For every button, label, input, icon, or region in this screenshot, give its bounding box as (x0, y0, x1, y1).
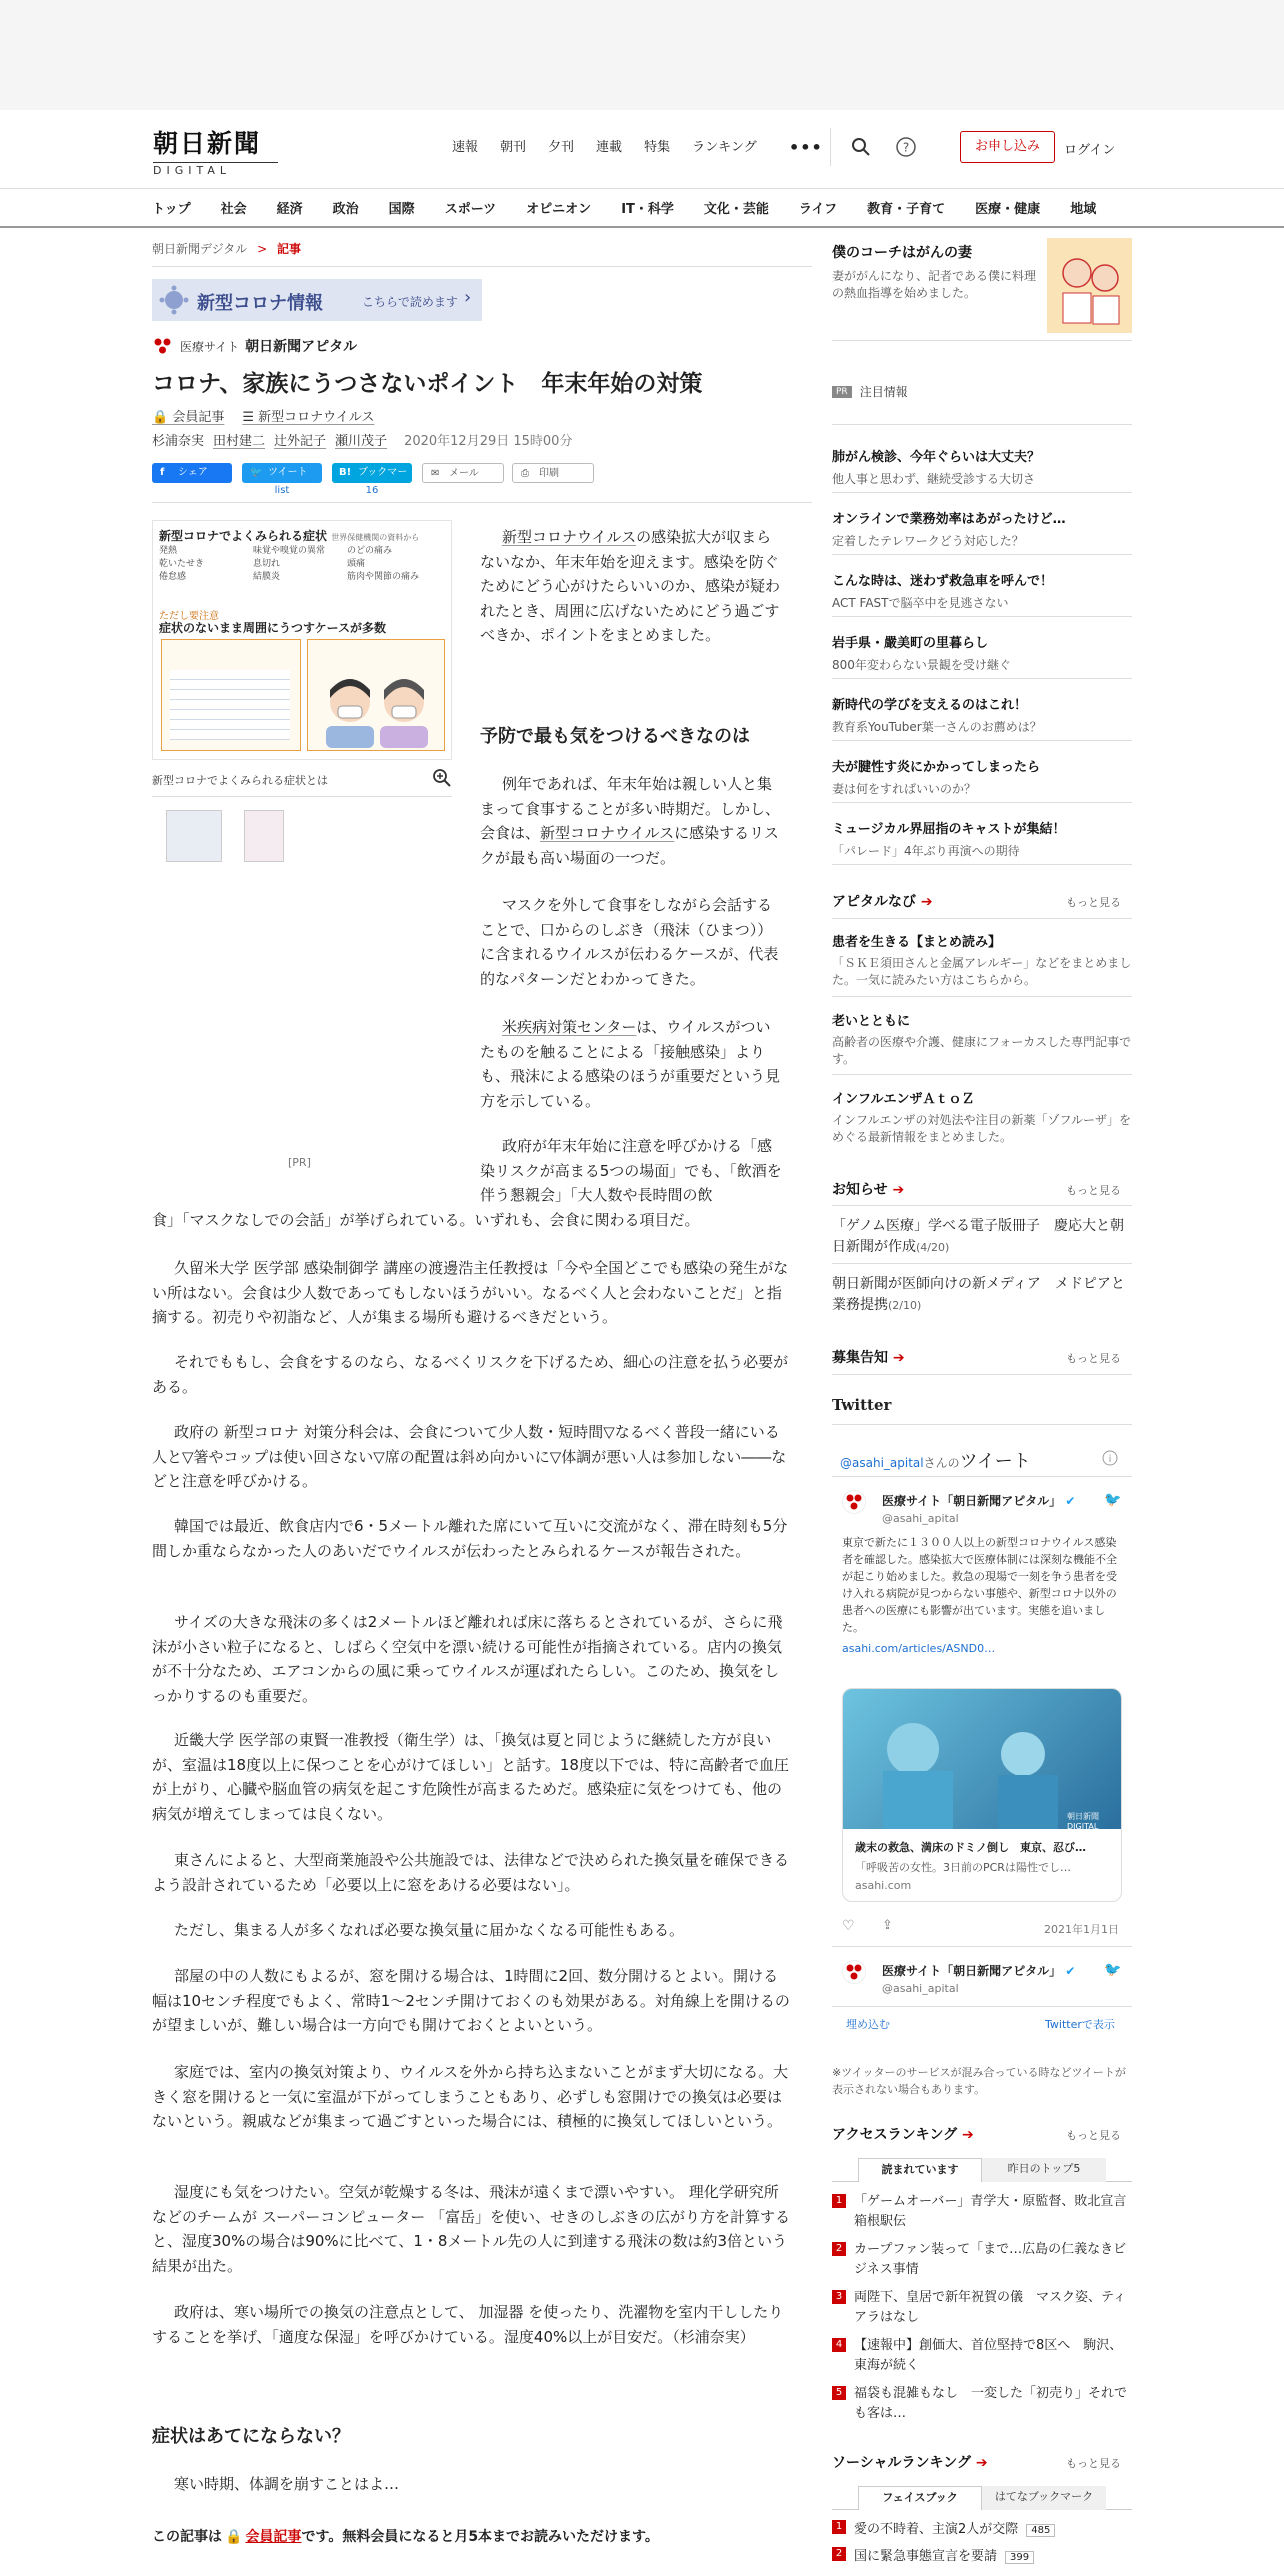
tweet-handle[interactable]: @asahi_apital (882, 1512, 959, 1525)
paywall-notice (152, 2526, 659, 2546)
attention-item-title: 夫が腱性す炎にかかってしまったら (832, 760, 1041, 775)
keyword-link[interactable]: 新型コロナウイルス (540, 824, 675, 842)
tweet-link[interactable]: asahi.com/articles/ASND0… (842, 1642, 996, 1655)
rank-badge: 4 (832, 2338, 846, 2352)
header-link-ranking[interactable]: ランキング (692, 140, 757, 155)
symptom-item: 頭痛 (347, 559, 366, 569)
attention-item[interactable] (832, 508, 1132, 549)
apital-prefix: 医療サイト (180, 339, 240, 354)
arrow-right-icon: ➔ (892, 1350, 905, 1366)
verified-icon: ✔ (1065, 1494, 1076, 1508)
divider (832, 1263, 1132, 1264)
nav-economy[interactable]: 経済 (276, 202, 303, 217)
section-heading: 予防で最も気をつけるべきなのは (480, 726, 750, 747)
tab-hatena-bookmark[interactable]: はてなブックマーク (982, 2486, 1106, 2510)
rank-badge: 2 (832, 2547, 846, 2561)
more-link[interactable]: もっと見る (1066, 1352, 1121, 1365)
navi-item-desc: インフルエンザの対処法や注目の新薬「ゾフルーザ」をめぐる最新情報をまとめました。 (832, 1113, 1132, 1144)
print-icon: ⎙ (521, 468, 529, 479)
navi-item-desc: 高齢者の医療や介護、健康にフォーカスした専門記事です。 (832, 1035, 1132, 1066)
ranking-item[interactable] (832, 2336, 1132, 2376)
ranking-item-title: 福袋も混雑もなし 一変した「初売り」それでも客は… (854, 2386, 1128, 2421)
rank-badge: 5 (832, 2386, 846, 2400)
navi-item-title: 患者を生きる【まとめ読み】 (832, 935, 1002, 950)
twitter-bird-icon[interactable]: 🐦 (1104, 1492, 1122, 1508)
nav-culture[interactable]: 文化・芸能 (703, 202, 769, 217)
ranking-item[interactable] (832, 2240, 1132, 2280)
mail-share-button[interactable] (422, 463, 504, 483)
navi-item-title: インフルエンザＡｔｏＺ (832, 1092, 975, 1107)
attention-item[interactable] (832, 446, 1132, 487)
twitter-note: ※ツイッターのサービスが混み合っている時などツイートが表示されない場合もあります。 (832, 2066, 1126, 2096)
attention-header (832, 383, 908, 400)
divider (152, 502, 812, 503)
divider (152, 266, 812, 267)
rank-badge: 1 (832, 2520, 846, 2534)
attention-item-title: こんな時は、迷わず救急車を呼んで！ (832, 574, 1054, 589)
nav-region[interactable]: 地域 (1070, 202, 1097, 217)
social-item-title: 国に緊急事態宣言を要請 (854, 2549, 998, 2564)
divider (832, 864, 1132, 865)
notice-item-title: 朝日新聞が医師向けの新メディア メドピアと業務提携 (832, 1276, 1125, 1313)
notice-item-date: (4/20) (916, 1241, 950, 1254)
svg-text:?: ? (902, 140, 910, 155)
banner-sub: こちらで読めます (362, 295, 458, 309)
lock-icon: 🔒 (225, 2529, 243, 2545)
corona-info-banner[interactable] (152, 279, 482, 321)
facebook-share-label: シェア (178, 467, 208, 478)
attention-item-title: オンラインで業務効率はあがったけど… (832, 512, 1066, 527)
header-link-sokuho[interactable]: 速報 (452, 140, 479, 155)
twitter-share-count[interactable]: list (274, 485, 290, 496)
symptom-item: 味覚や嗅覚の異常 (253, 546, 326, 556)
like-heart-icon[interactable]: ♡ (842, 1918, 855, 1934)
tab-yesterday-top5[interactable]: 昨日のトップ5 (982, 2158, 1106, 2182)
breadcrumb-current: 記事 (277, 242, 302, 256)
figure-thumbnails (160, 810, 290, 862)
more-link[interactable]: もっと見る (1066, 896, 1121, 909)
navi-item-desc: 「ＳＫＥ須田さんと金属アレルギー」などをまとめました。一気に読みたい方はこちらから。 (832, 956, 1132, 987)
twitter-heading: Twitter (832, 1396, 892, 1414)
article-paragraph: 政府は、寒い場所での換気の注意点として、 加湿器 を使ったり、洗濯物を室内干ししたりすることを挙げ、「適度な保湿」を呼びかけている。湿度40%以上が目安だ。（杉浦奈実） (152, 2303, 784, 2346)
topic-tag-label: 新型コロナウイルス (258, 410, 375, 425)
header-link-tokushu[interactable]: 特集 (644, 140, 671, 155)
facebook-icon: f (160, 467, 165, 478)
attention-item-sub: 「パレード」4年ぶり再演への期待 (832, 844, 1020, 858)
article-paragraph: 家庭では、室内の換気対策より、ウイルスを外から持ち込まないことがまず大切になる。大きく窓を開けると一気に室温が下がってしまうこともあり、必ずしも窓開けでの換気は必要はないという。親戚などが集まって過ごすといった場合には、積極的に換気してほしいという。 (152, 2063, 789, 2130)
site-logo[interactable] (153, 124, 283, 177)
paragraph-text: の感染拡大が収まらないなか、年末年始を迎えます。感染を防ぐためにどう心がけたらいいのか、感染が疑われたとき、周囲に広げないためにどう過ごすべきか、ポイントをまとめました。 (480, 528, 781, 644)
keyword-link[interactable]: 米疾病対策センター (502, 1018, 637, 1036)
member-article-tag[interactable]: 🔒 会員記事 (152, 410, 225, 425)
ranking-item[interactable] (832, 2192, 1140, 2232)
apital-navi-item[interactable] (832, 1088, 1132, 1146)
arrow-right-icon: ➔ (892, 1182, 905, 1198)
nav-top[interactable]: トップ (152, 202, 191, 217)
access-ranking-heading[interactable] (832, 2124, 974, 2144)
facebook-share-button[interactable] (152, 463, 232, 483)
banner-title: 新型コロナ情報 (197, 293, 323, 314)
apital-navi-heading[interactable] (832, 891, 933, 911)
divider (832, 678, 1132, 679)
divider (832, 1074, 1132, 1075)
divider (832, 492, 1132, 493)
hatena-label: ブックマーク (358, 467, 408, 498)
card-image (843, 1689, 1122, 1829)
twitter-bird-icon[interactable]: 🐦 (1104, 1962, 1122, 1978)
recruit-heading[interactable] (832, 1347, 905, 1367)
promo-coach[interactable] (832, 238, 1132, 338)
pr-label: [PR] (288, 1156, 311, 1169)
keyword-link[interactable]: 新型コロナウイルス (502, 528, 637, 546)
divider (832, 2006, 1132, 2007)
symptom-item: 乾いたせき (159, 559, 205, 569)
breadcrumb (152, 240, 301, 257)
thumbnail-2[interactable] (244, 810, 284, 862)
social-ranking-item[interactable] (832, 2518, 1132, 2537)
thumbnail-1[interactable] (166, 810, 222, 862)
article-paragraph: 政府が年末年始に注意を呼びかける「感染リスクが高まる5つの場面」でも、「飲酒を伴う懇親会」「大人数や長時間の飲 (480, 1137, 782, 1204)
header-link-yukan[interactable]: 夕刊 (548, 140, 575, 155)
attention-item-title: 岩手県・嚴美町の里暮らし (832, 636, 989, 651)
figure-panel-left (161, 639, 301, 751)
attention-item-title: ミュージカル界屈指のキャストが集結！ (832, 822, 1066, 837)
card-logo: 朝日新聞 DIGITAL (1067, 1812, 1099, 1831)
card-title: 歳末の救急、満床のドミノ倒し 東京、忍び… (855, 1841, 1086, 1854)
cooking-couple-illustration (1047, 238, 1132, 333)
virus-icon (158, 284, 190, 316)
apital-navi-item[interactable] (832, 931, 1132, 989)
arrow-right-icon: ➔ (920, 894, 933, 910)
more-link[interactable]: もっと見る (1066, 2129, 1121, 2142)
account-name: 医療サイト「朝日新聞アピタル」 (882, 1494, 1062, 1508)
figure-panel-right (307, 639, 445, 751)
tab-facebook[interactable]: フェイスブック (858, 2486, 982, 2510)
rank-badge: 2 (832, 2242, 846, 2256)
card-desc: 「呼吸苦の女性。3日前のPCRは陽性でし… (855, 1861, 1071, 1874)
divider (832, 1946, 1132, 1947)
chevron-right-icon: › (464, 287, 472, 308)
share-tweet-icon[interactable]: ⇪ (882, 1918, 893, 1933)
article-paragraph: 食」「マスクなしでの会話」が挙げられている。いずれも、会食に関わる項目だ。 (152, 1211, 700, 1229)
divider (832, 554, 1132, 555)
header-link-choukan[interactable]: 朝刊 (500, 140, 527, 155)
divider (832, 740, 1132, 741)
hatena-icon: B! (339, 467, 352, 478)
attention-item-sub: ACT FASTで脳卒中を見逃さない (832, 596, 1009, 610)
figure-note: 世界保健機関の資料から (331, 533, 420, 542)
apital-brand[interactable] (152, 336, 357, 356)
tab-most-read[interactable]: 読まれています (858, 2158, 982, 2182)
section-title: アクセスランキング (832, 2127, 958, 2143)
article-paragraph: マスクを外して食事をしながら会話することで、口からのしぶき（飛沫（ひまつ））に含まれるウイルスが伝わるケースが、代表的なパターンだとわかってきた。 (480, 896, 779, 988)
symptom-item: 倦怠感 (159, 572, 187, 582)
nav-international[interactable]: 国際 (388, 202, 415, 217)
tweet-preview[interactable] (842, 1960, 1126, 2004)
social-ranking-tabs (832, 2482, 1132, 2510)
tweet-link-card[interactable] (842, 1688, 1122, 1902)
attention-heading: 注目情報 (859, 385, 908, 399)
figure-caption: 新型コロナでよくみられる症状とは (152, 774, 328, 787)
rank-badge: 3 (832, 2290, 846, 2304)
timeline-title: ツイート (959, 1451, 1031, 1472)
section-title: 募集告知 (832, 1350, 888, 1366)
paragraph-text: は、ウイルスがついたものを触ることによる「接触感染」よりも、飛沫による感染のほうが重要だという見方を示している。 (480, 1018, 781, 1110)
attention-item[interactable] (832, 694, 1132, 735)
nav-politics[interactable]: 政治 (332, 202, 359, 217)
tweet-account-name[interactable] (882, 1492, 1075, 1509)
pr-badge: PR (832, 386, 852, 398)
paywall-text: この記事は (152, 2529, 222, 2545)
nav-opinion[interactable]: オピニオン (526, 202, 592, 217)
nav-education[interactable]: 教育・子育て (867, 202, 946, 217)
masked-people-illustration (318, 670, 436, 748)
author-link[interactable]: 瀬川茂子 (335, 434, 388, 449)
divider (832, 616, 1132, 617)
twitter-timeline-header (840, 1447, 1031, 1473)
symptom-item: 発熱 (159, 546, 178, 556)
divider (832, 996, 1132, 997)
social-ranking-heading[interactable] (832, 2452, 988, 2472)
attention-item[interactable] (832, 818, 1132, 859)
divider (832, 1476, 1132, 1477)
notice-heading[interactable] (832, 1179, 904, 1199)
account-name: 医療サイト「朝日新聞アピタル」 (882, 1964, 1062, 1978)
divider (832, 1424, 1132, 1425)
symptom-item: 息切れ (253, 559, 281, 569)
article-paragraph: 韓国では最近、飲食店内で6・5メートル離れた席にいて互いに交流がなく、滞在時刻も5分間しか重ならなかった人のあいだでウイルスが伝わったとみられるケースが報告された。 (152, 1517, 788, 1560)
timeline-label: さんの (923, 1456, 960, 1470)
article-paragraph: それでももし、会食をするのなら、なるべくリスクを下げるため、細心の注意を払う必要がある。 (152, 1353, 789, 1396)
attention-item-sub: 他人事と思わず、継続受診する大切さ (832, 472, 1036, 486)
header-link-rensai[interactable]: 連載 (596, 140, 623, 155)
info-icon[interactable] (1102, 1450, 1118, 1466)
more-menu-icon[interactable]: ••• (789, 138, 823, 157)
divider (832, 918, 1132, 919)
symptoms-figure[interactable] (152, 520, 452, 760)
nav-sports[interactable]: スポーツ (444, 202, 497, 217)
notice-item-date: (2/10) (888, 1299, 922, 1312)
publish-date: 2020年12月29日 15時00分 (404, 434, 573, 449)
hatena-bookmark-count[interactable]: 16 (365, 485, 379, 496)
zoom-in-icon[interactable] (432, 768, 452, 788)
ranking-item-title: 「ゲームオーバー」青学大・原監督、敗北宣言 箱根駅伝 (854, 2194, 1140, 2229)
paragraph-text: 例年であれば、年末年始は親しい人と集まって食事することが多い時期だ。しかし、会食は、 (480, 775, 781, 842)
attention-item-sub: 妻は何をすればいいのか？ (832, 782, 977, 796)
ranking-item-title: 【速報中】創価大、首位堅持で8区へ 駒沢、東海が続く (854, 2338, 1123, 2373)
header-links (452, 136, 779, 155)
arrow-right-icon: ➔ (975, 2455, 988, 2471)
symptom-item: 筋肉や関節の痛み (347, 572, 420, 582)
nav-health[interactable]: 医療・健康 (975, 202, 1041, 217)
symptom-item: のどの痛み (347, 546, 393, 556)
social-item-title: 愛の不時着、主演2人が交際 (854, 2522, 1019, 2537)
logo-main: 朝日新聞 (153, 129, 262, 158)
article-tags (152, 406, 374, 425)
breadcrumb-home[interactable]: 朝日新聞デジタル (152, 242, 248, 256)
print-label: 印刷 (539, 468, 559, 479)
timeline-handle-link[interactable]: @asahi_apital (840, 1456, 924, 1470)
section-title: お知らせ (832, 1182, 888, 1198)
tweet-text: 東京で新たに１３００人以上の新型コロナウイルス感染者を確認した。感染拡大で医療体制には深刻な機能不全が起こり始めました。救急の現場で一刻を争う患者を受け入れる病院が見つからない事態や、新型コロナ以外の患者への医療にも影響が出ています。実態を追いました。 (842, 1536, 1117, 1634)
avatar[interactable] (842, 1960, 866, 1984)
figure-subtitle: 症状のないまま周囲にうつすケースが多数 (159, 621, 387, 635)
divider (832, 340, 1132, 341)
section-title: アピタルなび (832, 894, 916, 910)
nav-life[interactable]: ライフ (798, 202, 838, 217)
attention-item-sub: 定着したテレワークどう対応した？ (832, 534, 1024, 548)
notice-item[interactable] (832, 1216, 1132, 1258)
article-paragraph: 近畿大学 医学部の東賢一准教授（衛生学）は、「換気は夏と同じように継続した方が良いが、室温は18度以上に保つことを心がけてほしい」と話す。18度以下では、特に高齢者で血圧が上がり、心臓や脳血管の病気を起こす危険性が高まるためだ。感染症に気をつけても、他の病気が増えてしまっては良くない。 (152, 1731, 789, 1823)
more-link[interactable]: もっと見る (1066, 2457, 1121, 2470)
symptom-list (159, 545, 449, 584)
apital-logo-icon (152, 337, 174, 355)
arrow-right-icon: ➔ (962, 2127, 974, 2143)
article-paragraph (480, 525, 785, 648)
attention-item-sub: 教育系YouTuber葉一さんのお薦めは？ (832, 720, 1042, 734)
article-paragraph: 東さんによると、大型商業施設や公共施設では、法律などで決められた換気量を確保できるよう設計されているため「必要以上に窓をあける必要はない」。 (152, 1851, 790, 1894)
top-ad-space (0, 0, 1284, 110)
embed-link[interactable]: 埋め込む (846, 2018, 890, 2031)
nav-it-science[interactable]: IT・科学 (621, 202, 674, 217)
twitter-share-label: ツイート (268, 467, 308, 478)
article-paragraph: 湿度にも気をつけたい。空気が乾燥する冬は、飛沫が遠くまで漂いやすい。 理化学研究所 などのチームが スーパーコンピューター 「富岳」を使い、せきのしぶきの広がり方を計算すると、湿度30%の場合は90%に比べて、1・8メートル先の人に到達する飛沫の数は約3倍という結果が出た。 (152, 2183, 791, 2275)
paragraph-text: に感染するリスクが最も高い場面の一つだ。 (480, 824, 779, 867)
article-paragraph-truncated: 寒い時期、体調を崩すことはよ… (174, 2475, 400, 2493)
tweet-account-name[interactable] (882, 1962, 1075, 1979)
attention-item[interactable] (832, 570, 1132, 611)
verified-icon: ✔ (1065, 1964, 1076, 1978)
mail-icon: ✉ (431, 468, 440, 479)
apital-name: 朝日新聞アピタル (245, 339, 358, 355)
paywall-text: です。無料会員になると月5本までお読みいただけます。 (301, 2529, 659, 2545)
member-tag-label: 会員記事 (172, 410, 225, 425)
search-icon[interactable] (850, 136, 872, 158)
ranking-item[interactable] (832, 2384, 1132, 2424)
navi-item-title: 老いとともに (832, 1014, 911, 1029)
avatar[interactable] (842, 1490, 866, 1514)
tweet-date[interactable]: 2021年1月1日 (1044, 1923, 1119, 1936)
subscribe-button[interactable]: お申し込み (960, 131, 1055, 163)
topic-tag[interactable]: ☰ 新型コロナウイルス (242, 410, 375, 425)
divider (832, 1205, 1132, 1206)
social-ranking-item[interactable] (832, 2545, 1132, 2564)
mail-label: メール (449, 468, 479, 479)
author-link[interactable]: 辻外記子 (274, 434, 327, 449)
figure-warning: ただし要注意 (159, 611, 219, 622)
more-link[interactable]: もっと見る (1066, 1184, 1121, 1197)
breadcrumb-separator: > (257, 242, 268, 256)
article-paragraph: 部屋の中の人数にもよるが、窓を開ける場合は、1時間に2回、数分開けるとよい。開ける幅は10センチ程度でもよく、常時1～2センチ開けておくのも効果がある。対角線上を開けるのが望ましいが、難しい場合は一方向でも開けておくとよいという。 (152, 1967, 790, 2034)
apital-navi-item[interactable] (832, 1010, 1132, 1068)
share-count-badge: 399 (1005, 2551, 1034, 2564)
promo-desc: 妻ががんになり、記者である僕に料理の熱血指導を始めました。 (832, 269, 1037, 300)
svg-text:i: i (1108, 1454, 1112, 1465)
share-count-badge: 485 (1026, 2524, 1055, 2537)
article-paragraph: サイズの大きな飛沫の多くは2メートルほど離れれば床に落ちるとされているが、さらに飛沫が小さい粒子になると、しばらく空気中を漂い続ける可能性が指摘されている。店内の換気が不十分なため、エアコンからの風に乗ってウイルスが運ばれたらしい。このため、換気をしっかりするのも重要だ。 (152, 1613, 783, 1705)
help-icon[interactable] (895, 136, 917, 158)
notice-item-title: 「ゲノム医療」学べる電子版冊子 慶応大と朝日新聞が作成 (832, 1218, 1125, 1255)
figure-title (159, 527, 419, 544)
author: 杉浦奈実 (152, 434, 205, 449)
ranking-item-title: 両陛下、皇居で新年祝賀の儀 マスク姿、ティアラはなし (854, 2290, 1126, 2325)
card-source: asahi.com (855, 1879, 912, 1892)
attention-item[interactable] (832, 632, 1132, 673)
promo-title: 僕のコーチはがんの妻 (832, 245, 972, 261)
notice-item[interactable] (832, 1274, 1132, 1316)
rank-badge: 1 (832, 2194, 846, 2208)
twitter-icon: 🐦 (250, 467, 263, 478)
attention-item-title: 新時代の学びを支えるのはこれ！ (832, 698, 1028, 713)
tweet-handle[interactable]: @asahi_apital (882, 1982, 959, 1995)
logo-sub: DIGITAL (153, 162, 278, 177)
author-link[interactable]: 田村建二 (213, 434, 266, 449)
article-byline (152, 430, 572, 449)
promo-illustration (1047, 238, 1132, 333)
section-title: ソーシャルランキング (832, 2455, 972, 2471)
view-on-twitter-link[interactable]: Twitterで表示 (1045, 2018, 1115, 2031)
divider (152, 796, 452, 797)
member-article-link[interactable]: 会員記事 (245, 2529, 302, 2545)
article-title: コロナ、家族にうつさないポイント 年末年始の対策 (152, 371, 703, 397)
article-paragraph: 久留米大学 医学部 感染制御学 講座の渡邊浩主任教授は「今や全国どこでも感染の発生がない所はない。会食は少人数であってもしないほうがいい。なるべく人と会わないことだ」と指摘する。初売りや初詣など、人が集まる場所も避けるべきだという。 (152, 1259, 789, 1326)
attention-item[interactable] (832, 756, 1132, 797)
ranking-item-title: カープファン装って「まで…広島の仁義なきビジネス事情 (854, 2242, 1127, 2277)
attention-item-title: 肺がん検診、今年ぐらいは大丈夫？ (832, 450, 1041, 465)
article-paragraph: ただし、集まる人が多くなれば必要な換気量に届かなくなる可能性もある。 (174, 1921, 685, 1939)
print-button[interactable] (512, 463, 594, 483)
attention-item-sub: 800年変わらない景観を受け継ぐ (832, 658, 1011, 672)
login-link[interactable]: ログイン (1064, 143, 1116, 158)
divider (832, 1374, 1132, 1375)
category-nav (0, 188, 1284, 228)
article-paragraph (480, 772, 785, 870)
schedule-grid (170, 670, 290, 740)
article-paragraph (480, 1015, 785, 1113)
article-paragraph: 政府の 新型コロナ 対策分科会は、会食について少人数・短時間▽なるべく普段一緒にいる人と▽箸やコップは使い回さない▽席の配置は斜め向かいに▽体調が悪い人は参加しない――などと注意を呼びかける。 (152, 1423, 787, 1490)
twitter-share-button[interactable] (242, 463, 322, 483)
divider (832, 424, 1132, 425)
divider (832, 802, 1132, 803)
figure-title-text: 新型コロナでよくみられる症状 (159, 529, 328, 543)
nav-society[interactable]: 社会 (220, 202, 247, 217)
symptom-item: 結膜炎 (253, 572, 281, 582)
header-divider (830, 128, 831, 166)
ranking-tabs (832, 2154, 1132, 2182)
section-heading: 症状はあてにならない？ (152, 2426, 350, 2447)
ranking-item[interactable] (832, 2288, 1132, 2328)
